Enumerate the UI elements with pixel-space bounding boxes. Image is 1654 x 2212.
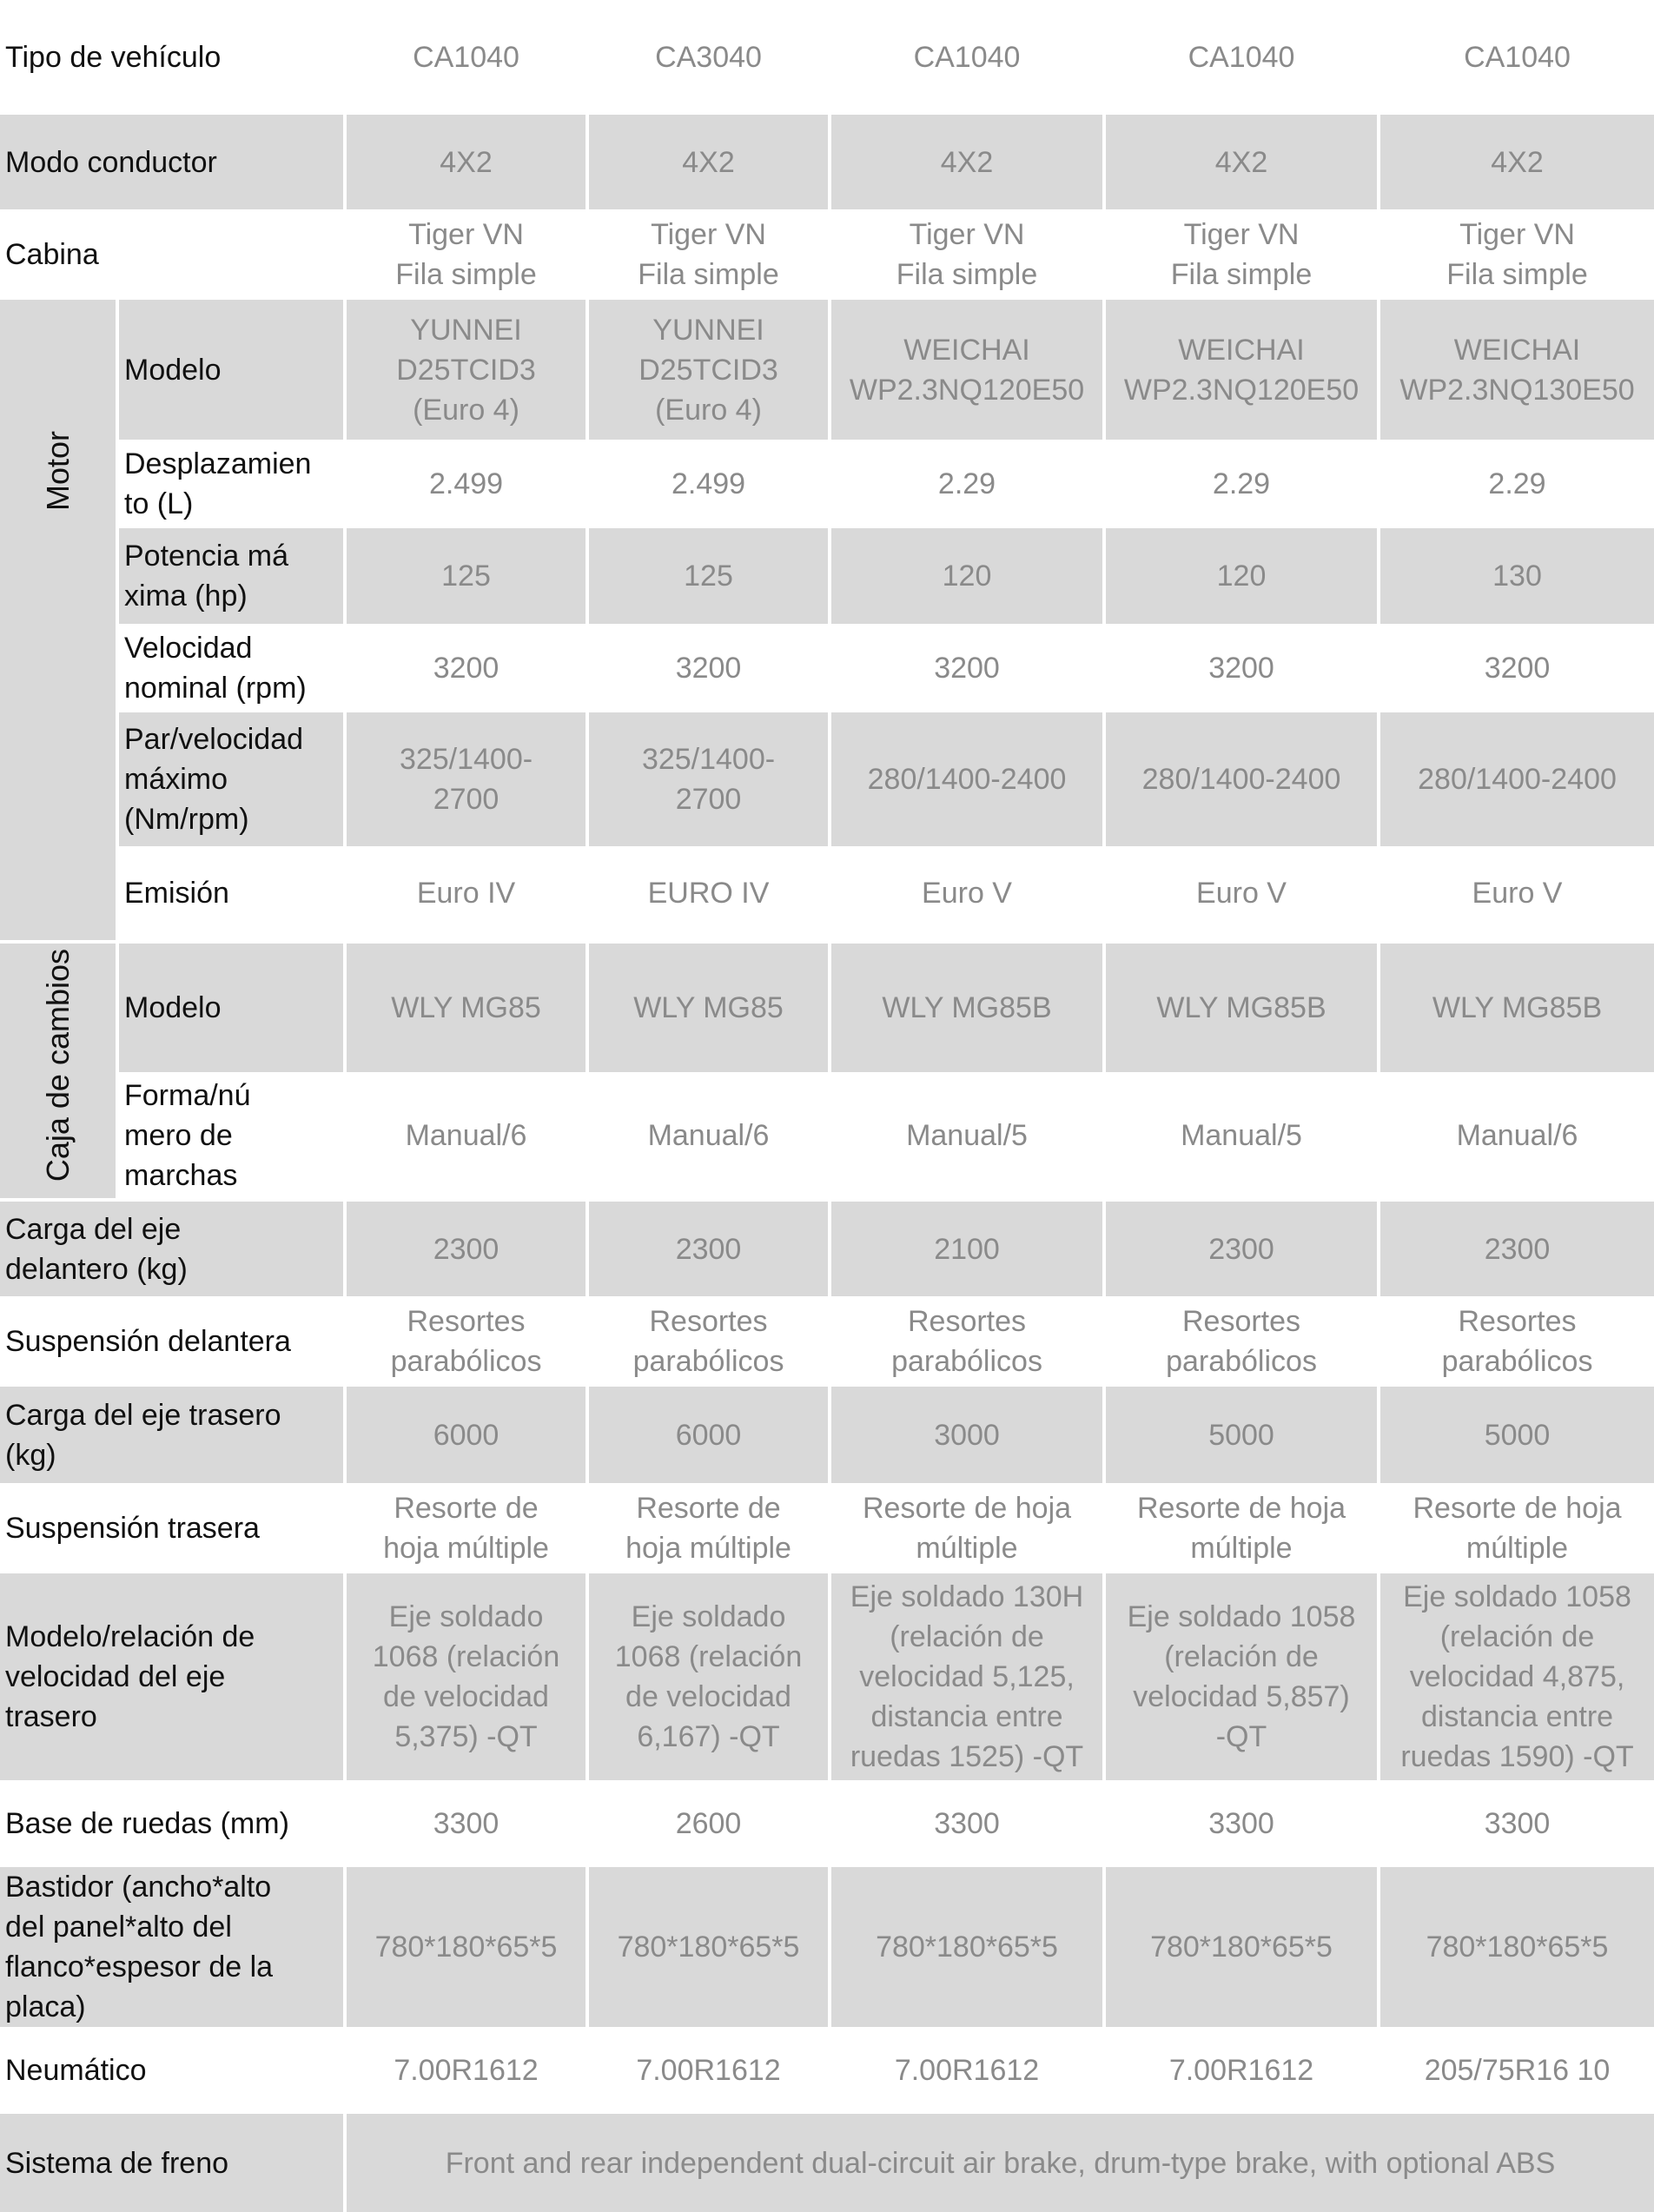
spec-value: 125 <box>345 528 587 624</box>
spec-value: 130 <box>1379 528 1654 624</box>
motor-group-label: Motor <box>39 431 76 512</box>
spec-value: 2600 <box>587 1780 830 1867</box>
spec-value: 3300 <box>345 1780 587 1867</box>
spec-value: 3300 <box>1104 1780 1379 1867</box>
spec-row <box>0 942 1654 1072</box>
spec-value: WEICHAI WP2.3NQ120E50 <box>830 300 1104 440</box>
spec-value: 4X2 <box>1104 115 1379 209</box>
spec-value: 2100 <box>830 1200 1104 1296</box>
spec-value: 7.00R1612 <box>1104 2027 1379 2114</box>
gearbox-group-label: Caja de cambios <box>39 949 76 1182</box>
brake-row <box>0 2114 1654 2212</box>
spec-value: 780*180*65*5 <box>830 1867 1104 2027</box>
spec-value: 2.29 <box>1104 440 1379 528</box>
spec-row <box>0 1867 1654 2027</box>
spec-value: Euro V <box>1104 846 1379 942</box>
spec-value: Resortes parabólicos <box>587 1296 830 1387</box>
spec-value: 4X2 <box>830 115 1104 209</box>
spec-row <box>0 115 1654 209</box>
spec-value: 4X2 <box>1379 115 1654 209</box>
spec-value: Resorte de hoja múltiple <box>830 1483 1104 1573</box>
spec-value: Eje soldado 1058 (relación de velocidad 5,857) -QT <box>1104 1573 1379 1780</box>
spec-value: YUNNEI D25TCID3 (Euro 4) <box>345 300 587 440</box>
spec-value: 3200 <box>587 624 830 712</box>
spec-label: Suspensión trasera <box>5 1512 260 1545</box>
spec-row <box>0 1200 1654 1296</box>
spec-label: Modelo/relación de velocidad del eje trasero <box>0 1573 345 1780</box>
spec-value: Resorte de hoja múltiple <box>1379 1483 1654 1573</box>
spec-sub-label: Modelo <box>117 942 345 1072</box>
spec-value: Tiger VN Fila simple <box>1104 209 1379 300</box>
spec-row <box>0 1387 1654 1483</box>
spec-sub-label: Forma/nú mero de marchas <box>117 1072 345 1200</box>
spec-value: Resortes parabólicos <box>1104 1296 1379 1387</box>
spec-sub-label: Par/velocidad máximo (Nm/rpm) <box>117 712 345 846</box>
spec-value: Resorte de hoja múltiple <box>587 1483 830 1573</box>
spec-value: Tiger VN Fila simple <box>1379 209 1654 300</box>
spec-value: WEICHAI WP2.3NQ120E50 <box>1104 300 1379 440</box>
spec-value: 7.00R1612 <box>830 2027 1104 2114</box>
spec-value: 3300 <box>1379 1780 1654 1867</box>
spec-sub-label: Modelo <box>117 300 345 440</box>
spec-value: 6000 <box>345 1387 587 1483</box>
spec-value: 2300 <box>587 1200 830 1296</box>
spec-value: Eje soldado 1058 (relación de velocidad 4,875, distancia entre ruedas 1590) -QT <box>1379 1573 1654 1780</box>
spec-row <box>0 300 1654 440</box>
spec-sub-label: Velocidad nominal (rpm) <box>117 624 345 712</box>
spec-label: Suspensión delantera <box>5 1325 291 1358</box>
spec-row <box>0 209 1654 300</box>
spec-value: WLY MG85B <box>830 942 1104 1072</box>
spec-value: 205/75R16 10 <box>1379 2027 1654 2114</box>
spec-value: 7.00R1612 <box>587 2027 830 2114</box>
brake-value: Front and rear independent dual-circuit air brake, drum-type brake, with optional ABS <box>345 2114 1654 2212</box>
spec-row <box>0 528 1654 624</box>
spec-value: 280/1400-2400 <box>1379 712 1654 846</box>
spec-value: Resorte de hoja múltiple <box>345 1483 587 1573</box>
spec-value: Manual/5 <box>1104 1072 1379 1200</box>
spec-value: CA1040 <box>830 0 1104 115</box>
spec-value: 125 <box>587 528 830 624</box>
spec-row <box>0 1072 1654 1200</box>
spec-row <box>0 846 1654 942</box>
spec-value: WLY MG85 <box>587 942 830 1072</box>
spec-value: 4X2 <box>587 115 830 209</box>
motor-group-cell <box>0 300 117 942</box>
spec-value: 4X2 <box>345 115 587 209</box>
spec-value: 280/1400-2400 <box>830 712 1104 846</box>
spec-row <box>0 1483 1654 1573</box>
spec-value: 7.00R1612 <box>345 2027 587 2114</box>
spec-value: Eje soldado 1068 (relación de velocidad 6,167) -QT <box>587 1573 830 1780</box>
spec-value: 780*180*65*5 <box>1104 1867 1379 2027</box>
spec-row <box>0 1780 1654 1867</box>
spec-row <box>0 0 1654 115</box>
spec-value: 780*180*65*5 <box>587 1867 830 2027</box>
spec-row <box>0 624 1654 712</box>
spec-row <box>0 1573 1654 1780</box>
spec-value: 6000 <box>587 1387 830 1483</box>
spec-value: 2300 <box>1104 1200 1379 1296</box>
spec-label: Sistema de freno <box>0 2114 345 2212</box>
spec-value: WLY MG85 <box>345 942 587 1072</box>
spec-value: 2300 <box>345 1200 587 1296</box>
spec-value: 120 <box>1104 528 1379 624</box>
spec-sub-label: Emisión <box>117 846 345 942</box>
spec-row <box>0 1296 1654 1387</box>
spec-value: YUNNEI D25TCID3 (Euro 4) <box>587 300 830 440</box>
spec-value: 5000 <box>1379 1387 1654 1483</box>
spec-value: Manual/6 <box>1379 1072 1654 1200</box>
spec-value: 780*180*65*5 <box>1379 1867 1654 2027</box>
spec-value: 3200 <box>830 624 1104 712</box>
spec-value: Euro V <box>830 846 1104 942</box>
spec-value: CA1040 <box>1104 0 1379 115</box>
spec-label: Carga del eje trasero (kg) <box>0 1387 345 1483</box>
spec-sub-label: Potencia má xima (hp) <box>117 528 345 624</box>
gearbox-group-cell <box>0 942 117 1200</box>
spec-value: 2.499 <box>587 440 830 528</box>
spec-value: Euro IV <box>345 846 587 942</box>
spec-value: 2.29 <box>830 440 1104 528</box>
spec-row <box>0 2027 1654 2114</box>
spec-value: CA3040 <box>587 0 830 115</box>
spec-row <box>0 712 1654 846</box>
spec-value: EURO IV <box>587 846 830 942</box>
spec-value: 5000 <box>1104 1387 1379 1483</box>
spec-value: 3300 <box>830 1780 1104 1867</box>
spec-value: Euro V <box>1379 846 1654 942</box>
spec-value: 2.499 <box>345 440 587 528</box>
spec-value: Tiger VN Fila simple <box>830 209 1104 300</box>
spec-value: 120 <box>830 528 1104 624</box>
spec-value: Eje soldado 130H (relación de velocidad 5,125, distancia entre ruedas 1525) -QT <box>830 1573 1104 1780</box>
spec-label: Tipo de vehículo <box>5 41 222 74</box>
spec-value: CA1040 <box>1379 0 1654 115</box>
spec-value: Resortes parabólicos <box>345 1296 587 1387</box>
spec-label: Bastidor (ancho*alto del panel*alto del flanco*espesor de la placa) <box>0 1867 345 2027</box>
spec-value: Resortes parabólicos <box>830 1296 1104 1387</box>
spec-label: Carga del eje delantero (kg) <box>0 1200 345 1296</box>
spec-value: WLY MG85B <box>1104 942 1379 1072</box>
spec-value: Resorte de hoja múltiple <box>1104 1483 1379 1573</box>
spec-value: Manual/5 <box>830 1072 1104 1200</box>
spec-value: 2300 <box>1379 1200 1654 1296</box>
spec-value: WLY MG85B <box>1379 942 1654 1072</box>
spec-label: Neumático <box>5 2054 147 2087</box>
spec-value: Manual/6 <box>587 1072 830 1200</box>
spec-value: Manual/6 <box>345 1072 587 1200</box>
spec-value: 2.29 <box>1379 440 1654 528</box>
spec-value: 3200 <box>1104 624 1379 712</box>
spec-value: 3200 <box>345 624 587 712</box>
spec-value: Resortes parabólicos <box>1379 1296 1654 1387</box>
spec-value: Tiger VN Fila simple <box>587 209 830 300</box>
spec-value: WEICHAI WP2.3NQ130E50 <box>1379 300 1654 440</box>
spec-value: 325/1400- 2700 <box>345 712 587 846</box>
spec-value: Tiger VN Fila simple <box>345 209 587 300</box>
spec-label: Modo conductor <box>0 115 345 209</box>
spec-label: Cabina <box>5 238 99 271</box>
spec-value: 3000 <box>830 1387 1104 1483</box>
spec-row <box>0 440 1654 528</box>
spec-value: 325/1400- 2700 <box>587 712 830 846</box>
spec-value: 780*180*65*5 <box>345 1867 587 2027</box>
spec-label: Base de ruedas (mm) <box>5 1807 289 1840</box>
spec-value: Eje soldado 1068 (relación de velocidad 5,375) -QT <box>345 1573 587 1780</box>
spec-value: 3200 <box>1379 624 1654 712</box>
spec-sub-label: Desplazamien to (L) <box>117 440 345 528</box>
spec-value: 280/1400-2400 <box>1104 712 1379 846</box>
spec-value: CA1040 <box>345 0 587 115</box>
